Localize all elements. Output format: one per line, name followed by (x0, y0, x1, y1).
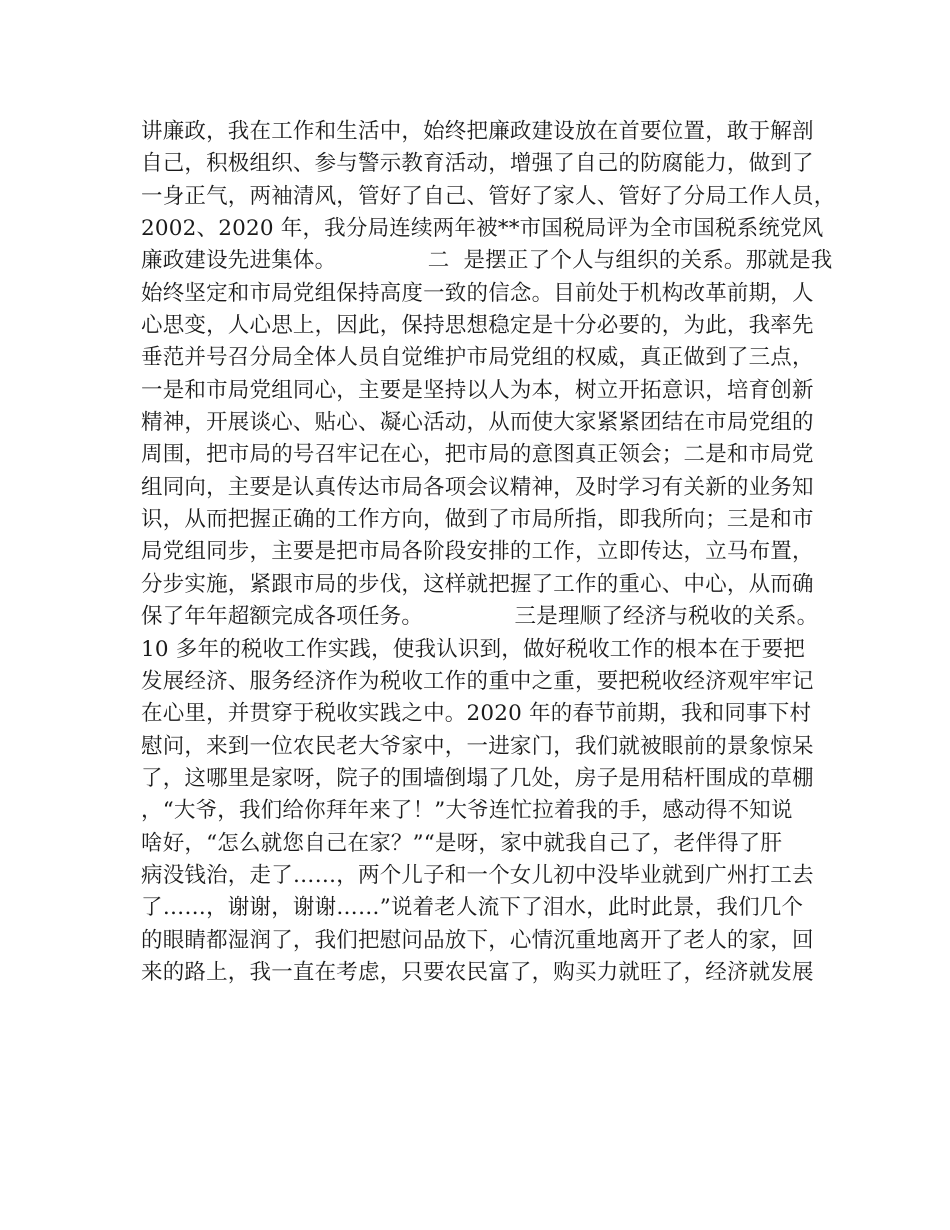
text-line: 保了年年超额完成各项任务。 三是理顺了经济与税收的关系。 (141, 604, 819, 630)
text-line: 自己，积极组织、参与警示教育活动，增强了自己的防腐能力，做到了 (141, 151, 814, 177)
text-line: 2002、2020 年，我分局连续两年被**市国税局评为全市国税系统党风 (141, 216, 824, 242)
text-line: 了，这哪里是家呀，院子的围墙倒塌了几处，房子是用秸杆围成的草棚 (141, 765, 814, 791)
text-line: 发展经济、服务经济作为税收工作的重中之重，要把税收经济观牢牢记 (141, 668, 814, 694)
text-line: 识，从而把握正确的工作方向，做到了市局所指，即我所向；三是和市 (141, 507, 814, 533)
text-line: 一身正气，两袖清风，管好了自己、管好了家人、管好了分局工作人员， (141, 183, 836, 209)
text-line: 廉政建设先进集体。 二 是摆正了个人与组织的关系。那就是我 (141, 248, 833, 274)
body-text (141, 116, 841, 989)
text-line: 10 多年的税收工作实践，使我认识到，做好税收工作的根本在于要把 (141, 636, 806, 662)
text-line: ，“大爷，我们给你拜年来了！”大爷连忙拉着我的手，感动得不知说 (141, 798, 793, 824)
text-line: 的眼睛都湿润了，我们把慰问品放下，心情沉重地离开了老人的家，回 (141, 927, 814, 953)
text-line: 讲廉政，我在工作和生活中，始终把廉政建设放在首要位置，敢于解剖 (141, 119, 814, 144)
text-line: 了……，谢谢，谢谢……”说着老人流下了泪水，此时此景，我们几个 (141, 895, 804, 921)
text-line: 局党组同步，主要是把市局各阶段安排的工作，立即传达，立马布置， (141, 539, 814, 565)
text-line: 周围，把市局的号召牢记在心，把市局的意图真正领会；二是和市局党 (141, 442, 814, 468)
text-line: 一是和市局党组同心，主要是坚持以人为本，树立开拓意识，培育创新 (141, 377, 814, 403)
text-line: 病没钱治，走了……，两个儿子和一个女儿初中没毕业就到广州打工去 (141, 862, 814, 888)
text-line: 始终坚定和市局党组保持高度一致的信念。目前处于机构改革前期，人 (141, 280, 814, 306)
text-line: 啥好，“怎么就您自己在家？”“是呀，家中就我自己了，老伴得了肝 (141, 830, 783, 856)
text-line: 慰问，来到一位农民老大爷家中，一进家门，我们就被眼前的景象惊呆 (141, 733, 814, 759)
text-line: 垂范并号召分局全体人员自觉维护市局党组的权威，真正做到了三点， (141, 345, 814, 371)
text-line: 来的路上，我一直在考虑，只要农民富了，购买力就旺了，经济就发展 (141, 959, 814, 985)
text-line: 心思变，人心思上，因此，保持思想稳定是十分必要的，为此，我率先 (141, 313, 814, 339)
text-line: 精神，开展谈心、贴心、凝心活动，从而使大家紧紧团结在市局党组的 (141, 410, 814, 436)
text-line: 组同向，主要是认真传达市局各项会议精神，及时学习有关新的业务知 (141, 474, 814, 500)
text-line: 在心里，并贯穿于税收实践之中。2020 年的春节前期，我和同事下村 (141, 701, 812, 727)
text-line: 分步实施，紧跟市局的步伐，这样就把握了工作的重心、中心，从而确 (141, 571, 814, 597)
